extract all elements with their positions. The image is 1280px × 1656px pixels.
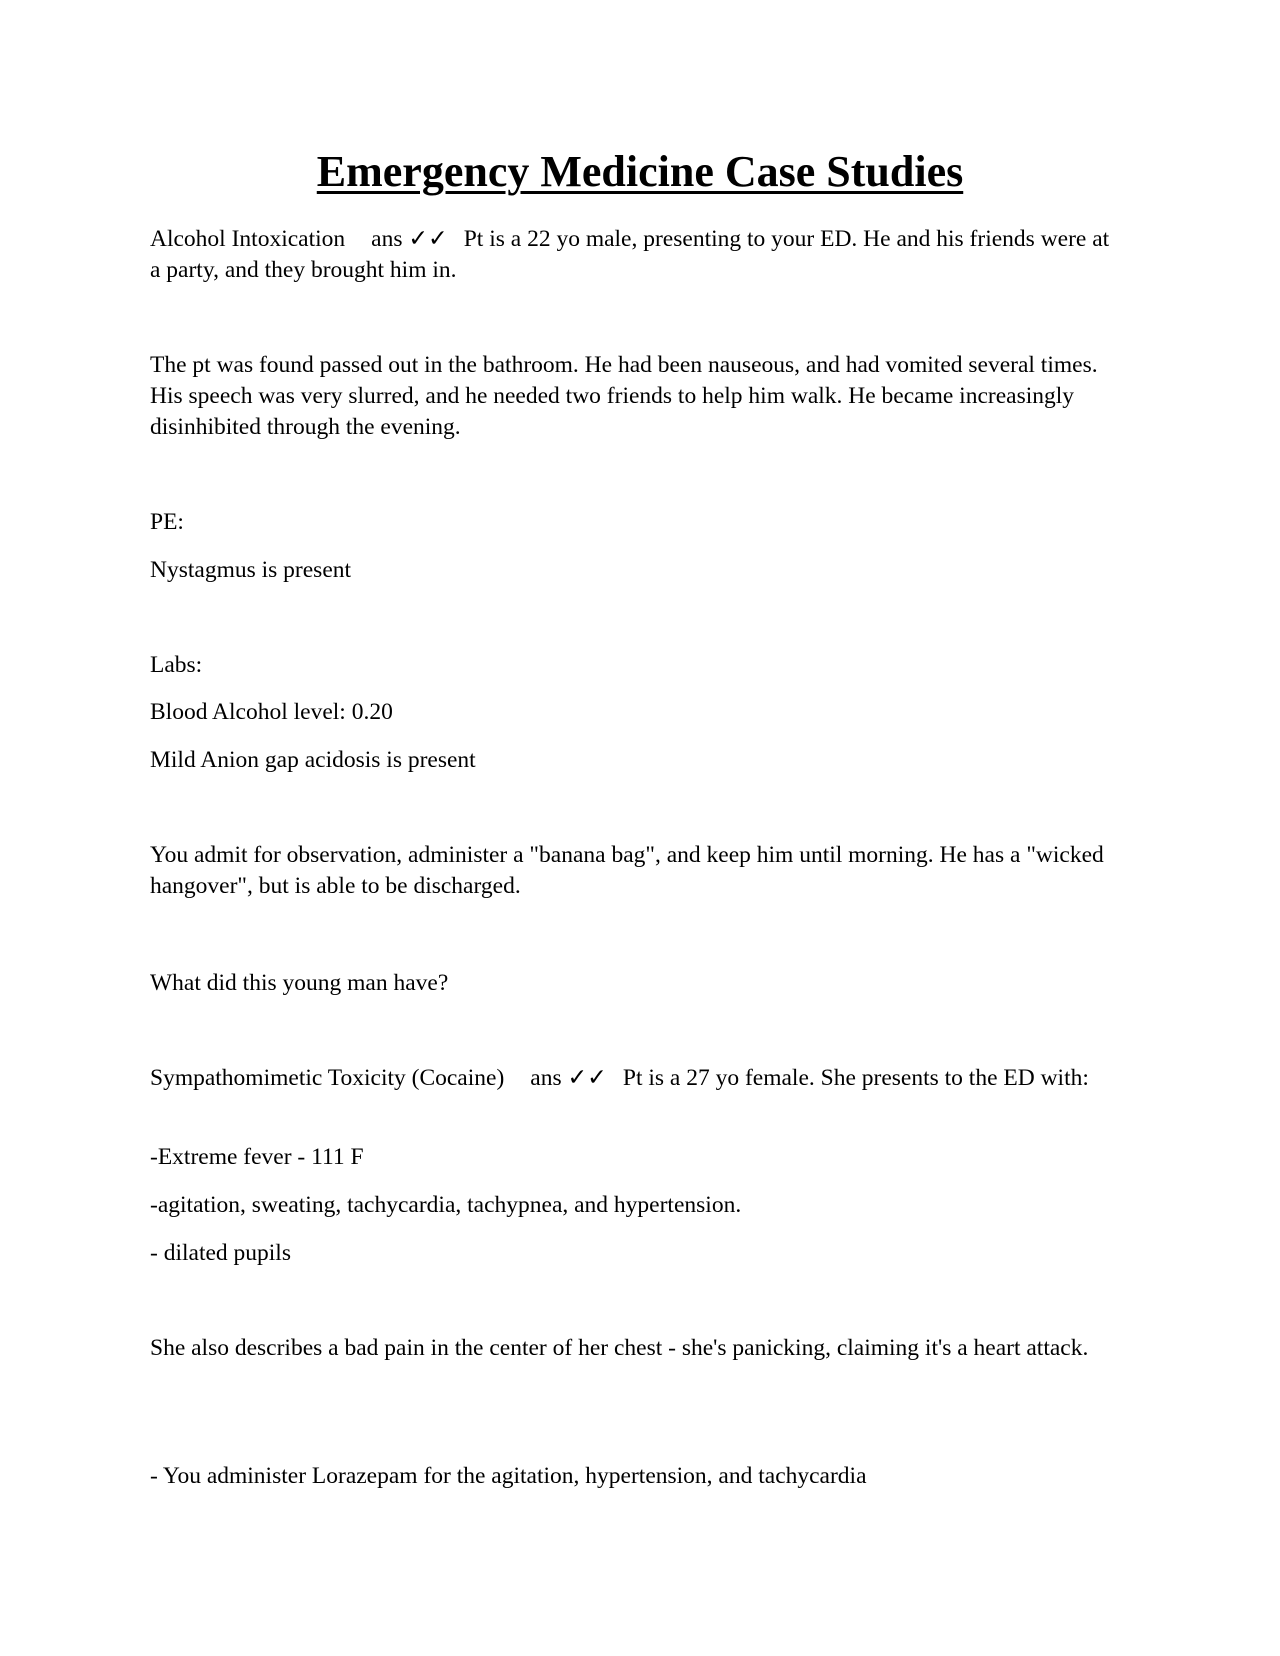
case2-treatment: - You administer Lorazepam for the agitation, hypertension, and tachycardia <box>150 1463 867 1489</box>
case2-chest-pain: She also describes a bad pain in the center of her chest - she's panicking, claiming it's a heart attack. <box>150 1335 1089 1361</box>
case1-pe-heading: PE: <box>150 509 184 535</box>
case1-outcome: You admit for observation, administer a "banana bag", and keep him until morning. He has a "wicked hangover", but is able to be discharged. <box>150 842 1104 899</box>
case1-history: The pt was found passed out in the bathroom. He had been nauseous, and had vomited several times. His speech was very slurred, and he needed two friends to help him walk. He became increasingly disinhibited through the evening. <box>150 352 1098 440</box>
case1-pe-finding: Nystagmus is present <box>150 557 352 583</box>
case1-topic: Alcohol Intoxication <box>150 226 346 252</box>
case1-lab-bal: Blood Alcohol level: 0.20 <box>150 699 393 725</box>
case2-intro: Pt is a 27 yo female. She presents to the ED with: <box>622 1065 1089 1091</box>
page-title: Emergency Medicine Case Studies <box>316 147 964 196</box>
case1-labs-heading: Labs: <box>150 652 203 678</box>
case2-topic: Sympathomimetic Toxicity (Cocaine) <box>150 1065 505 1091</box>
case1-intro: Pt is a 22 yo male, presenting to your ED. He and his friends were at a party, and they brought him in. <box>150 226 1110 283</box>
case1-question: What did this young man have? <box>150 970 449 996</box>
case2-header-paragraph <box>150 1063 1110 1094</box>
case2-symptom-fever: -Extreme fever - 111 F <box>150 1144 364 1170</box>
case2-ans-label: ans <box>530 1065 562 1091</box>
case1-ans-label: ans <box>371 226 403 252</box>
case1-header-paragraph <box>150 224 1110 286</box>
check-icon: ✓✓ <box>567 1065 607 1091</box>
case2-symptom-agitation: -agitation, sweating, tachycardia, tachypnea, and hypertension. <box>150 1192 742 1218</box>
case1-lab-anion: Mild Anion gap acidosis is present <box>150 747 476 773</box>
case2-symptom-pupils: - dilated pupils <box>150 1240 291 1266</box>
check-icon: ✓✓ <box>408 226 448 252</box>
